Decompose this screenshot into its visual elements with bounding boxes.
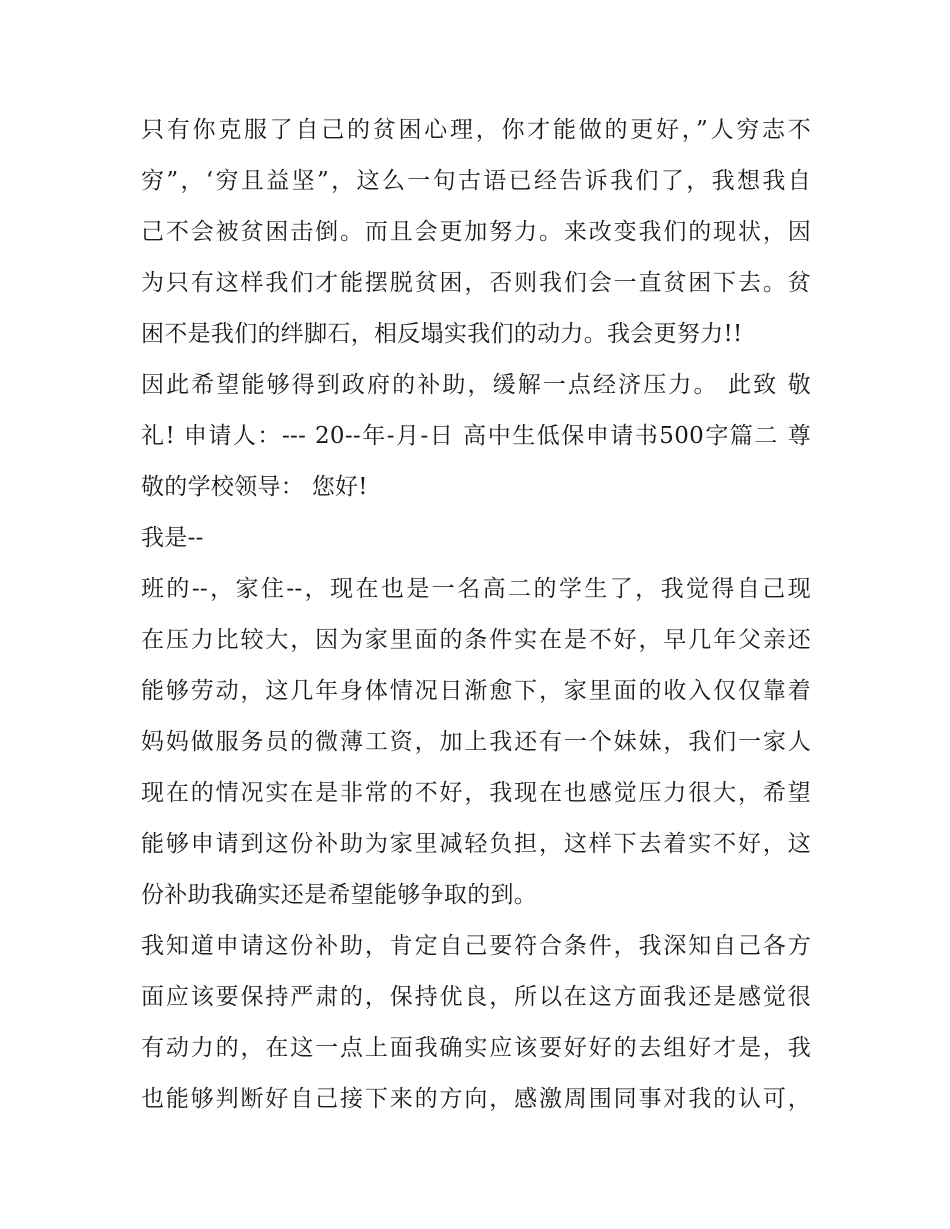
- text-line: 为只有这样我们才能摆脱贫困，否则我们会一直贫困下去。贫: [141, 270, 811, 296]
- text-line: 因此希望能够得到政府的补助，缓解一点经济压力。 此致 敬: [141, 372, 811, 398]
- text-line: 困不是我们的绊脚石，相反塌实我们的动力。我会更努力!!: [141, 321, 743, 347]
- document-body: [141, 105, 821, 1125]
- text-line: 能够申请到这份补助为家里减轻负担，这样下去着实不好，这: [141, 831, 811, 857]
- text-line: 面应该要保持严肃的，保持优良，所以在这方面我还是感觉很: [141, 984, 811, 1010]
- text-line: 只有你克服了自己的贫困心理，你才能做的更好，”人穷志不: [141, 117, 811, 143]
- text-line: 我知道申请这份补助，肯定自己要符合条件，我深知自己各方: [141, 933, 811, 959]
- text-line: 礼! 申请人：--- 20--年-月-日 高中生低保申请书500字篇二 尊: [141, 423, 811, 449]
- text-line: 能够劳动，这几年身体情况日渐愈下，家里面的收入仅仅靠着: [141, 678, 811, 704]
- text-line: 有动力的，在这一点上面我确实应该要好好的去组好才是，我: [141, 1035, 811, 1061]
- text-line: 份补助我确实还是希望能够争取的到。: [141, 882, 538, 908]
- text-line: 己不会被贫困击倒。而且会更加努力。来改变我们的现状，因: [141, 219, 811, 245]
- text-line: 现在的情况实在是非常的不好，我现在也感觉压力很大，希望: [141, 780, 811, 806]
- text-line: 穷”，‘穷且益坚”，这么一句古语已经告诉我们了，我想我自: [141, 168, 811, 194]
- text-line: 也能够判断好自己接下来的方向，感激周围同事对我的认可，: [141, 1086, 811, 1112]
- text-line: 我是--: [141, 525, 204, 551]
- text-line: 敬的学校领导： 您好!: [141, 474, 368, 500]
- text-line: 妈妈做服务员的微薄工资，加上我还有一个妹妹，我们一家人: [141, 729, 811, 755]
- text-line: 在压力比较大，因为家里面的条件实在是不好，早几年父亲还: [141, 627, 811, 653]
- text-line: 班的--，家住--，现在也是一名高二的学生了，我觉得自己现: [141, 576, 811, 602]
